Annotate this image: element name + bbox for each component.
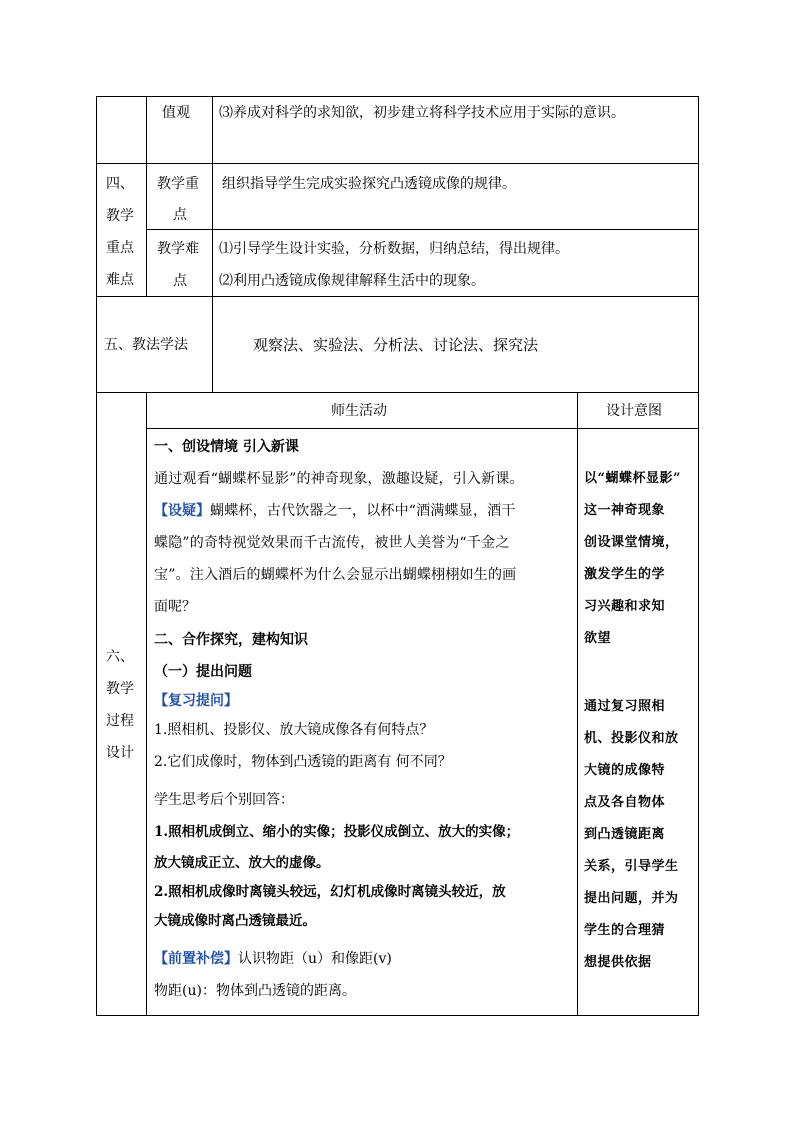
section-four-line: 重点 xyxy=(106,240,134,256)
focus-label: 点 xyxy=(173,207,187,223)
section-six-line: 过程 xyxy=(106,713,134,729)
methods-content: 观察法、实验法、分析法、讨论法、探究法 xyxy=(253,336,539,354)
intro-paragraph: 通过观看“蝴蝶杯显影”的神奇现象，激趣设疑，引入新课。 xyxy=(154,471,524,487)
difficulty-label: 教学难 xyxy=(157,241,199,257)
intent-line: 创设课堂情境， xyxy=(584,535,679,550)
question-line: 宝”。注入酒后的蝴蝶杯为什么会显示出蝴蝶栩栩如生的画 xyxy=(154,567,517,583)
row-divider xyxy=(96,163,699,164)
review-tag: 【复习提问】 xyxy=(154,693,238,709)
row-divider xyxy=(96,392,699,393)
definition-u: 物距(u)：物体到凸透镜的距离。 xyxy=(154,983,356,999)
value-content: ⑶养成对科学的求知欲，初步建立将科学技术应用于实际的意识。 xyxy=(219,105,625,121)
table-border-bottom xyxy=(96,1015,699,1016)
table-border-left xyxy=(96,96,97,1016)
column-divider xyxy=(577,392,578,1016)
intent-line: 欲望 xyxy=(584,631,612,646)
column-divider xyxy=(146,96,147,296)
intent-line: 关系，引导学生 xyxy=(584,859,679,874)
focus-content: 组织指导学生完成实验探究凸透镜成像的规律。 xyxy=(222,176,516,192)
review-question: 1.照相机、投影仪、放大镜成像各有何特点？ xyxy=(154,722,434,738)
pre-line xyxy=(154,951,392,967)
section-six-line: 教学 xyxy=(106,681,134,697)
intent-line: 以“蝴蝶杯显影” xyxy=(584,471,681,486)
question-line: 蝶隐”的奇特视觉效果而千古流传，被世人美誉为“千金之 xyxy=(154,535,510,551)
table-border-right xyxy=(698,96,699,1016)
heading-intro: 一、创设情境 引入新课 xyxy=(154,439,299,455)
column-divider xyxy=(212,96,213,393)
header-intent: 设计意图 xyxy=(606,403,662,419)
intent-line: 想提供依据 xyxy=(584,955,652,970)
question-line xyxy=(154,503,516,519)
section-six-line: 六、 xyxy=(106,649,134,665)
row-divider xyxy=(146,229,699,230)
heading-explore: 二、合作探究，建构知识 xyxy=(154,632,308,648)
table-border-top xyxy=(96,96,699,97)
answer-intro: 学生思考后个别回答： xyxy=(154,792,294,808)
intent-line: 点及各自物体 xyxy=(584,795,666,810)
answer-line: 1.照相机成倒立、缩小的实像；投影仪成倒立、放大的实像； xyxy=(154,824,520,840)
header-activity: 师生活动 xyxy=(331,403,387,419)
row-divider xyxy=(146,428,699,429)
row-divider xyxy=(96,296,699,297)
intent-line: 到凸透镜距离 xyxy=(584,827,666,842)
intent-line: 激发学生的学 xyxy=(584,567,666,582)
section-six-line: 设计 xyxy=(106,745,134,761)
intent-line: 通过复习照相 xyxy=(584,699,666,714)
column-divider xyxy=(146,392,147,1016)
question-line: 面呢？ xyxy=(154,599,196,615)
intent-line: 学生的合理猜 xyxy=(584,923,666,938)
answer-line: 大镜成像时离凸透镜最近。 xyxy=(154,913,316,929)
intent-line: 大镜的成像特 xyxy=(584,763,666,778)
pre-text: 认识物距（u）和像距(v) xyxy=(238,951,392,967)
section-four-line: 教学 xyxy=(106,208,134,224)
difficulty-content: ⑴引导学生设计实验，分析数据，归纳总结，得出规律。 xyxy=(219,241,569,257)
answer-line: 放大镜成正立、放大的虚像。 xyxy=(154,855,330,871)
difficulty-label: 点 xyxy=(173,273,187,289)
value-label: 值观 xyxy=(162,105,190,121)
focus-label: 教学重 xyxy=(157,176,199,192)
intent-line: 提出问题，并为 xyxy=(584,891,679,906)
answer-line: 2.照相机成像时离镜头较远，幻灯机成像时离镜头较近，放 xyxy=(154,884,506,900)
intent-line: 这一神奇现象 xyxy=(584,503,666,518)
review-question: 2.它们成像时，物体到凸透镜的距离有 何不同？ xyxy=(154,754,452,770)
intent-line: 习兴趣和求知 xyxy=(584,599,666,614)
heading-ask: （一）提出问题 xyxy=(154,664,252,680)
section-four-line: 四、 xyxy=(106,176,134,192)
section-four-line: 难点 xyxy=(106,272,134,288)
difficulty-content: ⑵利用凸透镜成像规律解释生活中的现象。 xyxy=(219,273,485,289)
question-tag: 【设疑】 xyxy=(154,503,210,519)
methods-label: 五、教法学法 xyxy=(104,337,188,353)
intent-line: 机、投影仪和放 xyxy=(584,731,679,746)
pre-tag: 【前置补偿】 xyxy=(154,951,238,967)
question-text: 蝴蝶杯，古代饮器之一，以杯中“酒满蝶显，酒干 xyxy=(210,503,516,519)
